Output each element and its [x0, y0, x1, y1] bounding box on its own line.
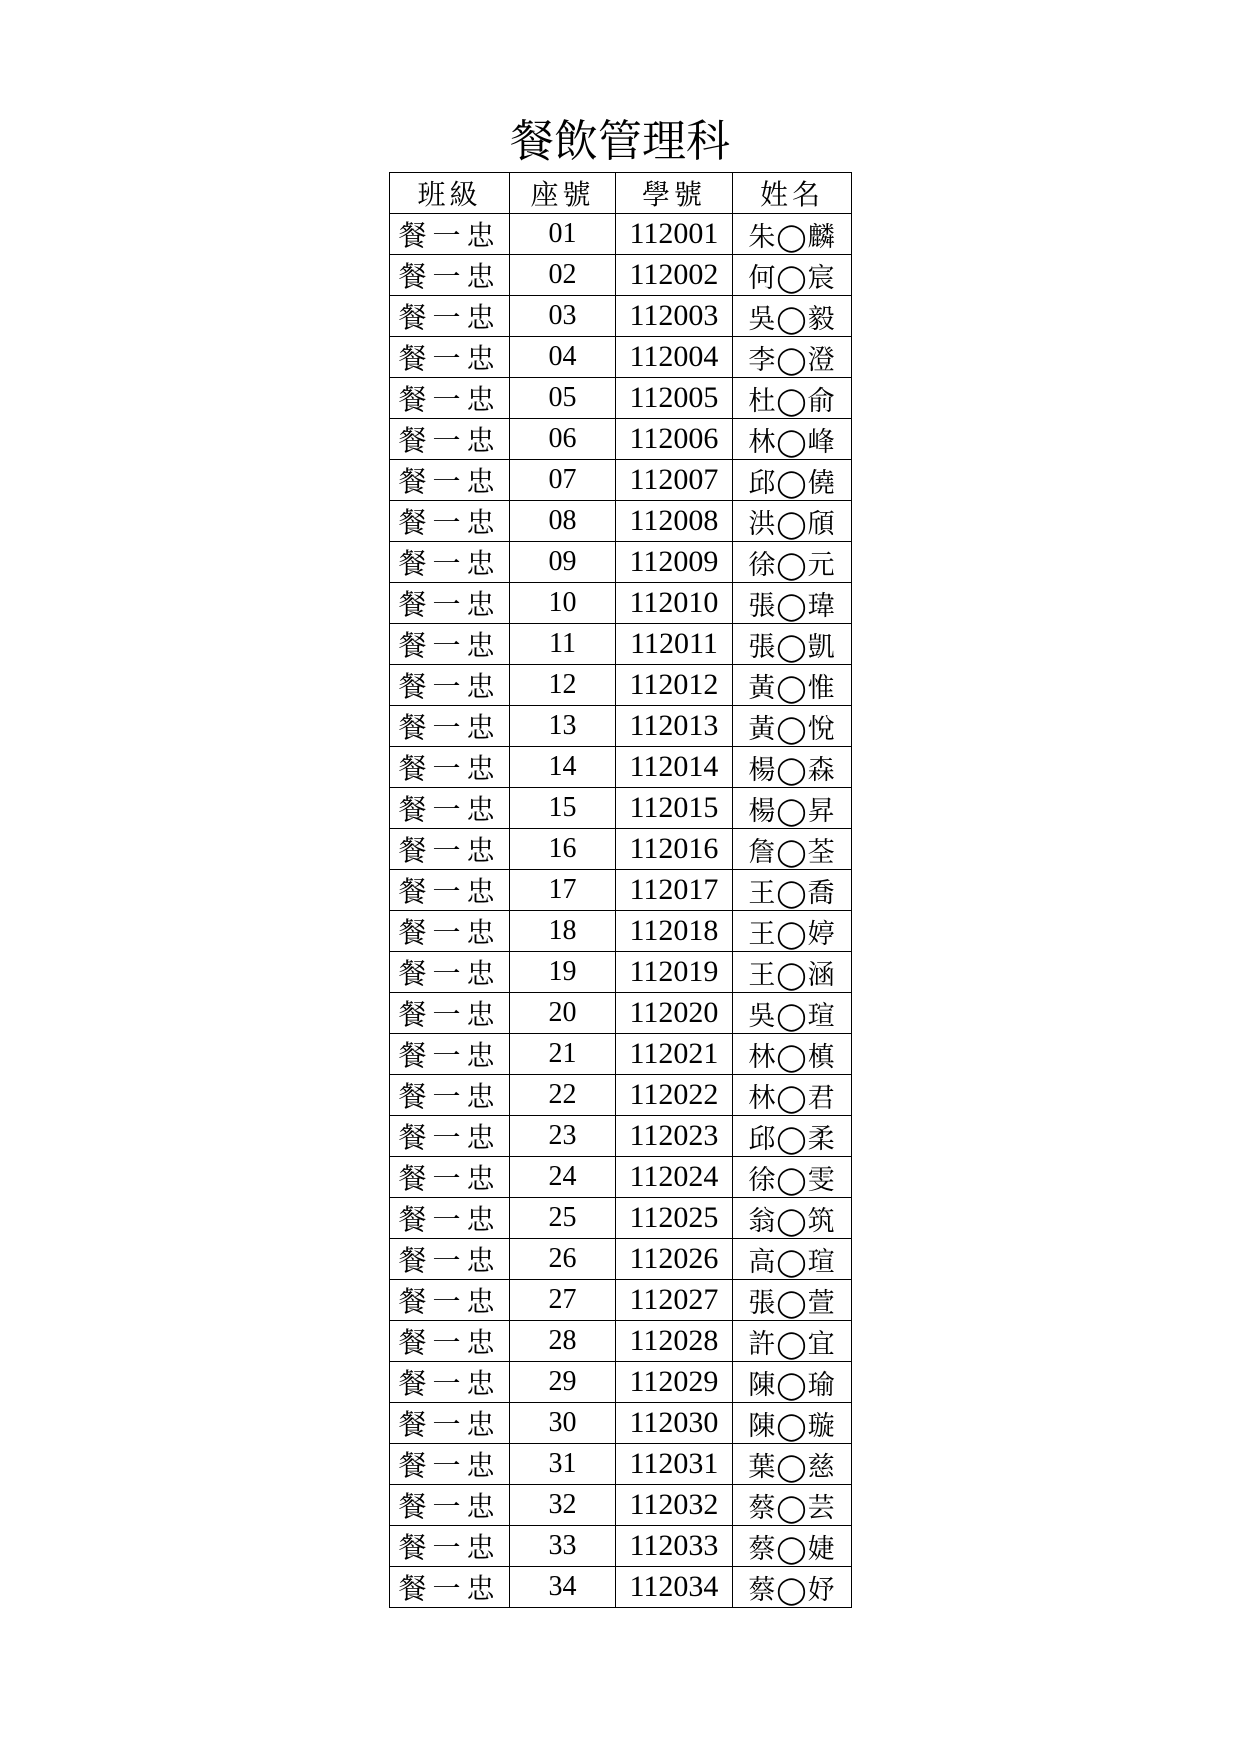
- cell-student-id: 112033: [616, 1526, 733, 1567]
- cell-seat: 26: [510, 1239, 616, 1280]
- cell-class: 餐一忠: [390, 378, 510, 419]
- cell-student-id: 112025: [616, 1198, 733, 1239]
- cell-name: 杜◯俞: [733, 378, 852, 419]
- cell-class: 餐一忠: [390, 1157, 510, 1198]
- cell-name: 許◯宜: [733, 1321, 852, 1362]
- cell-name: 吳◯瑄: [733, 993, 852, 1034]
- cell-student-id: 112005: [616, 378, 733, 419]
- cell-student-id: 112013: [616, 706, 733, 747]
- cell-name: 黃◯惟: [733, 665, 852, 706]
- cell-class: 餐一忠: [390, 1198, 510, 1239]
- cell-name: 高◯瑄: [733, 1239, 852, 1280]
- table-row: [390, 255, 852, 296]
- cell-name: 王◯婷: [733, 911, 852, 952]
- cell-name: 陳◯瑜: [733, 1362, 852, 1403]
- cell-student-id: 112012: [616, 665, 733, 706]
- table-row: [390, 1075, 852, 1116]
- cell-student-id: 112022: [616, 1075, 733, 1116]
- cell-student-id: 112015: [616, 788, 733, 829]
- cell-student-id: 112006: [616, 419, 733, 460]
- table-row: [390, 911, 852, 952]
- cell-class: 餐一忠: [390, 1485, 510, 1526]
- cell-name: 吳◯毅: [733, 296, 852, 337]
- cell-seat: 27: [510, 1280, 616, 1321]
- table-row: [390, 1362, 852, 1403]
- cell-name: 洪◯頎: [733, 501, 852, 542]
- cell-seat: 30: [510, 1403, 616, 1444]
- cell-student-id: 112009: [616, 542, 733, 583]
- cell-name: 翁◯筑: [733, 1198, 852, 1239]
- cell-student-id: 112024: [616, 1157, 733, 1198]
- table-row: [390, 1198, 852, 1239]
- header-name: 姓名: [733, 173, 852, 214]
- table-row: [390, 1116, 852, 1157]
- cell-name: 陳◯璇: [733, 1403, 852, 1444]
- cell-class: 餐一忠: [390, 1239, 510, 1280]
- cell-class: 餐一忠: [390, 747, 510, 788]
- cell-seat: 06: [510, 419, 616, 460]
- table-row: [390, 501, 852, 542]
- cell-student-id: 112002: [616, 255, 733, 296]
- student-roster-table: [389, 172, 852, 1608]
- header-student-id: 學號: [616, 173, 733, 214]
- table-row: [390, 665, 852, 706]
- table-row: [390, 624, 852, 665]
- cell-class: 餐一忠: [390, 1403, 510, 1444]
- table-row: [390, 1444, 852, 1485]
- cell-seat: 23: [510, 1116, 616, 1157]
- cell-student-id: 112030: [616, 1403, 733, 1444]
- cell-seat: 24: [510, 1157, 616, 1198]
- table-row: [390, 1526, 852, 1567]
- cell-class: 餐一忠: [390, 1526, 510, 1567]
- table-row: [390, 1485, 852, 1526]
- cell-student-id: 112029: [616, 1362, 733, 1403]
- cell-class: 餐一忠: [390, 419, 510, 460]
- table-row: [390, 337, 852, 378]
- cell-class: 餐一忠: [390, 460, 510, 501]
- cell-name: 黃◯悅: [733, 706, 852, 747]
- cell-class: 餐一忠: [390, 624, 510, 665]
- table-row: [390, 870, 852, 911]
- cell-class: 餐一忠: [390, 583, 510, 624]
- table-row: [390, 1157, 852, 1198]
- cell-name: 林◯君: [733, 1075, 852, 1116]
- cell-student-id: 112034: [616, 1567, 733, 1608]
- cell-class: 餐一忠: [390, 542, 510, 583]
- cell-seat: 29: [510, 1362, 616, 1403]
- cell-student-id: 112001: [616, 214, 733, 255]
- cell-seat: 32: [510, 1485, 616, 1526]
- cell-student-id: 112018: [616, 911, 733, 952]
- cell-seat: 02: [510, 255, 616, 296]
- cell-student-id: 112021: [616, 1034, 733, 1075]
- cell-class: 餐一忠: [390, 665, 510, 706]
- cell-name: 詹◯荃: [733, 829, 852, 870]
- cell-student-id: 112003: [616, 296, 733, 337]
- cell-class: 餐一忠: [390, 706, 510, 747]
- cell-seat: 33: [510, 1526, 616, 1567]
- cell-class: 餐一忠: [390, 788, 510, 829]
- cell-name: 張◯瑋: [733, 583, 852, 624]
- cell-name: 蔡◯婕: [733, 1526, 852, 1567]
- cell-class: 餐一忠: [390, 829, 510, 870]
- cell-seat: 22: [510, 1075, 616, 1116]
- cell-class: 餐一忠: [390, 1444, 510, 1485]
- cell-name: 徐◯元: [733, 542, 852, 583]
- header-class: 班級: [390, 173, 510, 214]
- cell-name: 徐◯雯: [733, 1157, 852, 1198]
- cell-class: 餐一忠: [390, 501, 510, 542]
- cell-student-id: 112004: [616, 337, 733, 378]
- cell-seat: 10: [510, 583, 616, 624]
- cell-name: 蔡◯芸: [733, 1485, 852, 1526]
- cell-student-id: 112026: [616, 1239, 733, 1280]
- cell-student-id: 112010: [616, 583, 733, 624]
- cell-seat: 04: [510, 337, 616, 378]
- table-row: [390, 296, 852, 337]
- cell-name: 王◯喬: [733, 870, 852, 911]
- cell-name: 王◯涵: [733, 952, 852, 993]
- cell-class: 餐一忠: [390, 952, 510, 993]
- cell-student-id: 112008: [616, 501, 733, 542]
- cell-seat: 07: [510, 460, 616, 501]
- cell-seat: 03: [510, 296, 616, 337]
- cell-student-id: 112016: [616, 829, 733, 870]
- cell-class: 餐一忠: [390, 993, 510, 1034]
- cell-name: 張◯萱: [733, 1280, 852, 1321]
- page-title: 餐飲管理科: [510, 116, 730, 167]
- table-row: [390, 419, 852, 460]
- cell-seat: 01: [510, 214, 616, 255]
- table-body: [390, 214, 852, 1608]
- cell-name: 葉◯慈: [733, 1444, 852, 1485]
- cell-seat: 25: [510, 1198, 616, 1239]
- cell-class: 餐一忠: [390, 255, 510, 296]
- cell-name: 楊◯森: [733, 747, 852, 788]
- cell-seat: 16: [510, 829, 616, 870]
- cell-seat: 21: [510, 1034, 616, 1075]
- table-header-row: [390, 173, 852, 214]
- cell-seat: 11: [510, 624, 616, 665]
- table-row: [390, 788, 852, 829]
- cell-name: 何◯宸: [733, 255, 852, 296]
- table-row: [390, 583, 852, 624]
- table-row: [390, 829, 852, 870]
- cell-seat: 15: [510, 788, 616, 829]
- cell-class: 餐一忠: [390, 1116, 510, 1157]
- table-row: [390, 706, 852, 747]
- table-row: [390, 747, 852, 788]
- cell-name: 張◯凱: [733, 624, 852, 665]
- cell-class: 餐一忠: [390, 214, 510, 255]
- cell-class: 餐一忠: [390, 1321, 510, 1362]
- table-row: [390, 460, 852, 501]
- cell-seat: 05: [510, 378, 616, 419]
- cell-name: 朱◯麟: [733, 214, 852, 255]
- cell-class: 餐一忠: [390, 1034, 510, 1075]
- cell-seat: 13: [510, 706, 616, 747]
- cell-student-id: 112019: [616, 952, 733, 993]
- table-row: [390, 1567, 852, 1608]
- cell-student-id: 112032: [616, 1485, 733, 1526]
- cell-seat: 34: [510, 1567, 616, 1608]
- cell-student-id: 112028: [616, 1321, 733, 1362]
- cell-student-id: 112027: [616, 1280, 733, 1321]
- cell-name: 李◯澄: [733, 337, 852, 378]
- cell-seat: 20: [510, 993, 616, 1034]
- cell-seat: 17: [510, 870, 616, 911]
- cell-student-id: 112020: [616, 993, 733, 1034]
- table-row: [390, 542, 852, 583]
- table-row: [390, 214, 852, 255]
- cell-seat: 28: [510, 1321, 616, 1362]
- cell-student-id: 112023: [616, 1116, 733, 1157]
- cell-class: 餐一忠: [390, 1075, 510, 1116]
- cell-seat: 19: [510, 952, 616, 993]
- table-row: [390, 952, 852, 993]
- table-row: [390, 1403, 852, 1444]
- cell-name: 邱◯柔: [733, 1116, 852, 1157]
- cell-seat: 18: [510, 911, 616, 952]
- cell-seat: 08: [510, 501, 616, 542]
- cell-class: 餐一忠: [390, 1362, 510, 1403]
- cell-name: 邱◯僥: [733, 460, 852, 501]
- cell-student-id: 112017: [616, 870, 733, 911]
- table-row: [390, 1239, 852, 1280]
- cell-class: 餐一忠: [390, 1280, 510, 1321]
- cell-seat: 12: [510, 665, 616, 706]
- header-seat: 座號: [510, 173, 616, 214]
- table-row: [390, 1280, 852, 1321]
- cell-name: 林◯峰: [733, 419, 852, 460]
- cell-class: 餐一忠: [390, 337, 510, 378]
- cell-class: 餐一忠: [390, 1567, 510, 1608]
- cell-class: 餐一忠: [390, 870, 510, 911]
- cell-class: 餐一忠: [390, 296, 510, 337]
- cell-name: 林◯槙: [733, 1034, 852, 1075]
- cell-student-id: 112014: [616, 747, 733, 788]
- cell-name: 蔡◯妤: [733, 1567, 852, 1608]
- cell-student-id: 112011: [616, 624, 733, 665]
- cell-seat: 31: [510, 1444, 616, 1485]
- cell-name: 楊◯昇: [733, 788, 852, 829]
- table-row: [390, 1321, 852, 1362]
- table-row: [390, 378, 852, 419]
- cell-student-id: 112007: [616, 460, 733, 501]
- cell-class: 餐一忠: [390, 911, 510, 952]
- table-row: [390, 993, 852, 1034]
- cell-student-id: 112031: [616, 1444, 733, 1485]
- table-row: [390, 1034, 852, 1075]
- cell-seat: 09: [510, 542, 616, 583]
- cell-seat: 14: [510, 747, 616, 788]
